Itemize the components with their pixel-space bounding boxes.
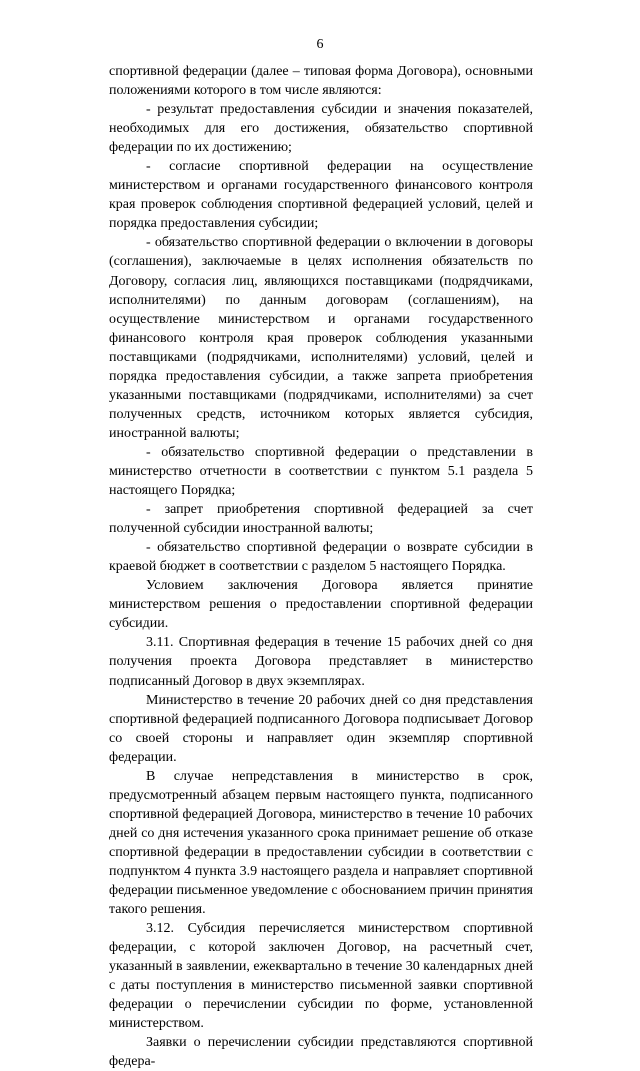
list-item: - согласие спортивной федерации на осуществление министерством и органами государственного финансового контроля края проверок соблюдения спортивной федерацией условий, целей и порядка предоставления субсидии; (109, 159, 533, 232)
page-number: 6 (316, 37, 324, 52)
list-item: - обязательство спортивной федерации о возврате субсидии в краевой бюджет в соответствии с разделом 5 настоящего Порядка. (109, 540, 533, 575)
paragraph: Министерство в течение 20 рабочих дней со дня представления спортивной федерацией подписанного Договора подписывает Договор со своей стороны и направляет один экземпляр спортивной федерации. (109, 692, 533, 765)
paragraph: Условием заключения Договора является принятие министерством решения о предоставлении спортивной федерации субсидии. (109, 578, 533, 632)
list-item: - обязательство спортивной федерации о представлении в министерство отчетности в соответствии с пунктом 5.1 раздела 5 настоящего Порядка; (109, 444, 533, 499)
list-item: - результат предоставления субсидии и значения показателей, необходимых для его достижения, обязательство спортивной федерации по их достижению; (109, 102, 533, 156)
paragraph: спортивной федерации (далее – типовая форма Договора), основными положениями которого в том числе являются: (109, 64, 533, 99)
paragraph: Заявки о перечислении субсидии представляются спортивной федера- (109, 1035, 533, 1070)
paragraph: 3.12. Субсидия перечисляется министерством спортивной федерации, с которой заключен Договор, на расчетный счет, указанный в заявлении, ежеквартально в течение 30 календарных дней с даты поступления в министерство письменной заявки спортивной федерации о перечислении субсидии по форме, установленной министерством. (109, 921, 533, 1032)
list-item: - обязательство спортивной федерации о включении в договоры (соглашения), заключаемые в целях исполнения обязательств по Договору, согласия лиц, являющихся поставщиками (подрядчиками, исполнителями) по данным договорам (соглашениям), на осуществление министерством и органами государственного финансового контроля края проверок соблюдения указанными поставщиками (подрядчиками, исполнителями) условий, целей и порядка предоставления субсидии, а также запрета приобретения указанными поставщиками (подрядчиками, исполнителями) за счет полученных средств, источником которых является субсидия, иностранной валюты; (109, 235, 533, 441)
list-item: - запрет приобретения спортивной федерацией за счет полученной субсидии иностранной валюты; (109, 502, 533, 537)
paragraph: 3.11. Спортивная федерация в течение 15 рабочих дней со дня получения проекта Договора представляет в министерство подписанный Договор в двух экземплярах. (109, 635, 533, 689)
paragraph: В случае непредставления в министерство в срок, предусмотренный абзацем первым настоящего пункта, подписанного спортивной федерацией Договора, министерство в течение 10 рабочих дней со дня истечения указанного срока принимает решение об отказе спортивной федерации в предоставлении субсидии в соответствии с подпунктом 4 пункта 3.9 настоящего раздела и направляет спортивной федерации письменное уведомление с обоснованием причин принятия такого решения. (109, 768, 533, 918)
document-body (109, 62, 533, 1071)
